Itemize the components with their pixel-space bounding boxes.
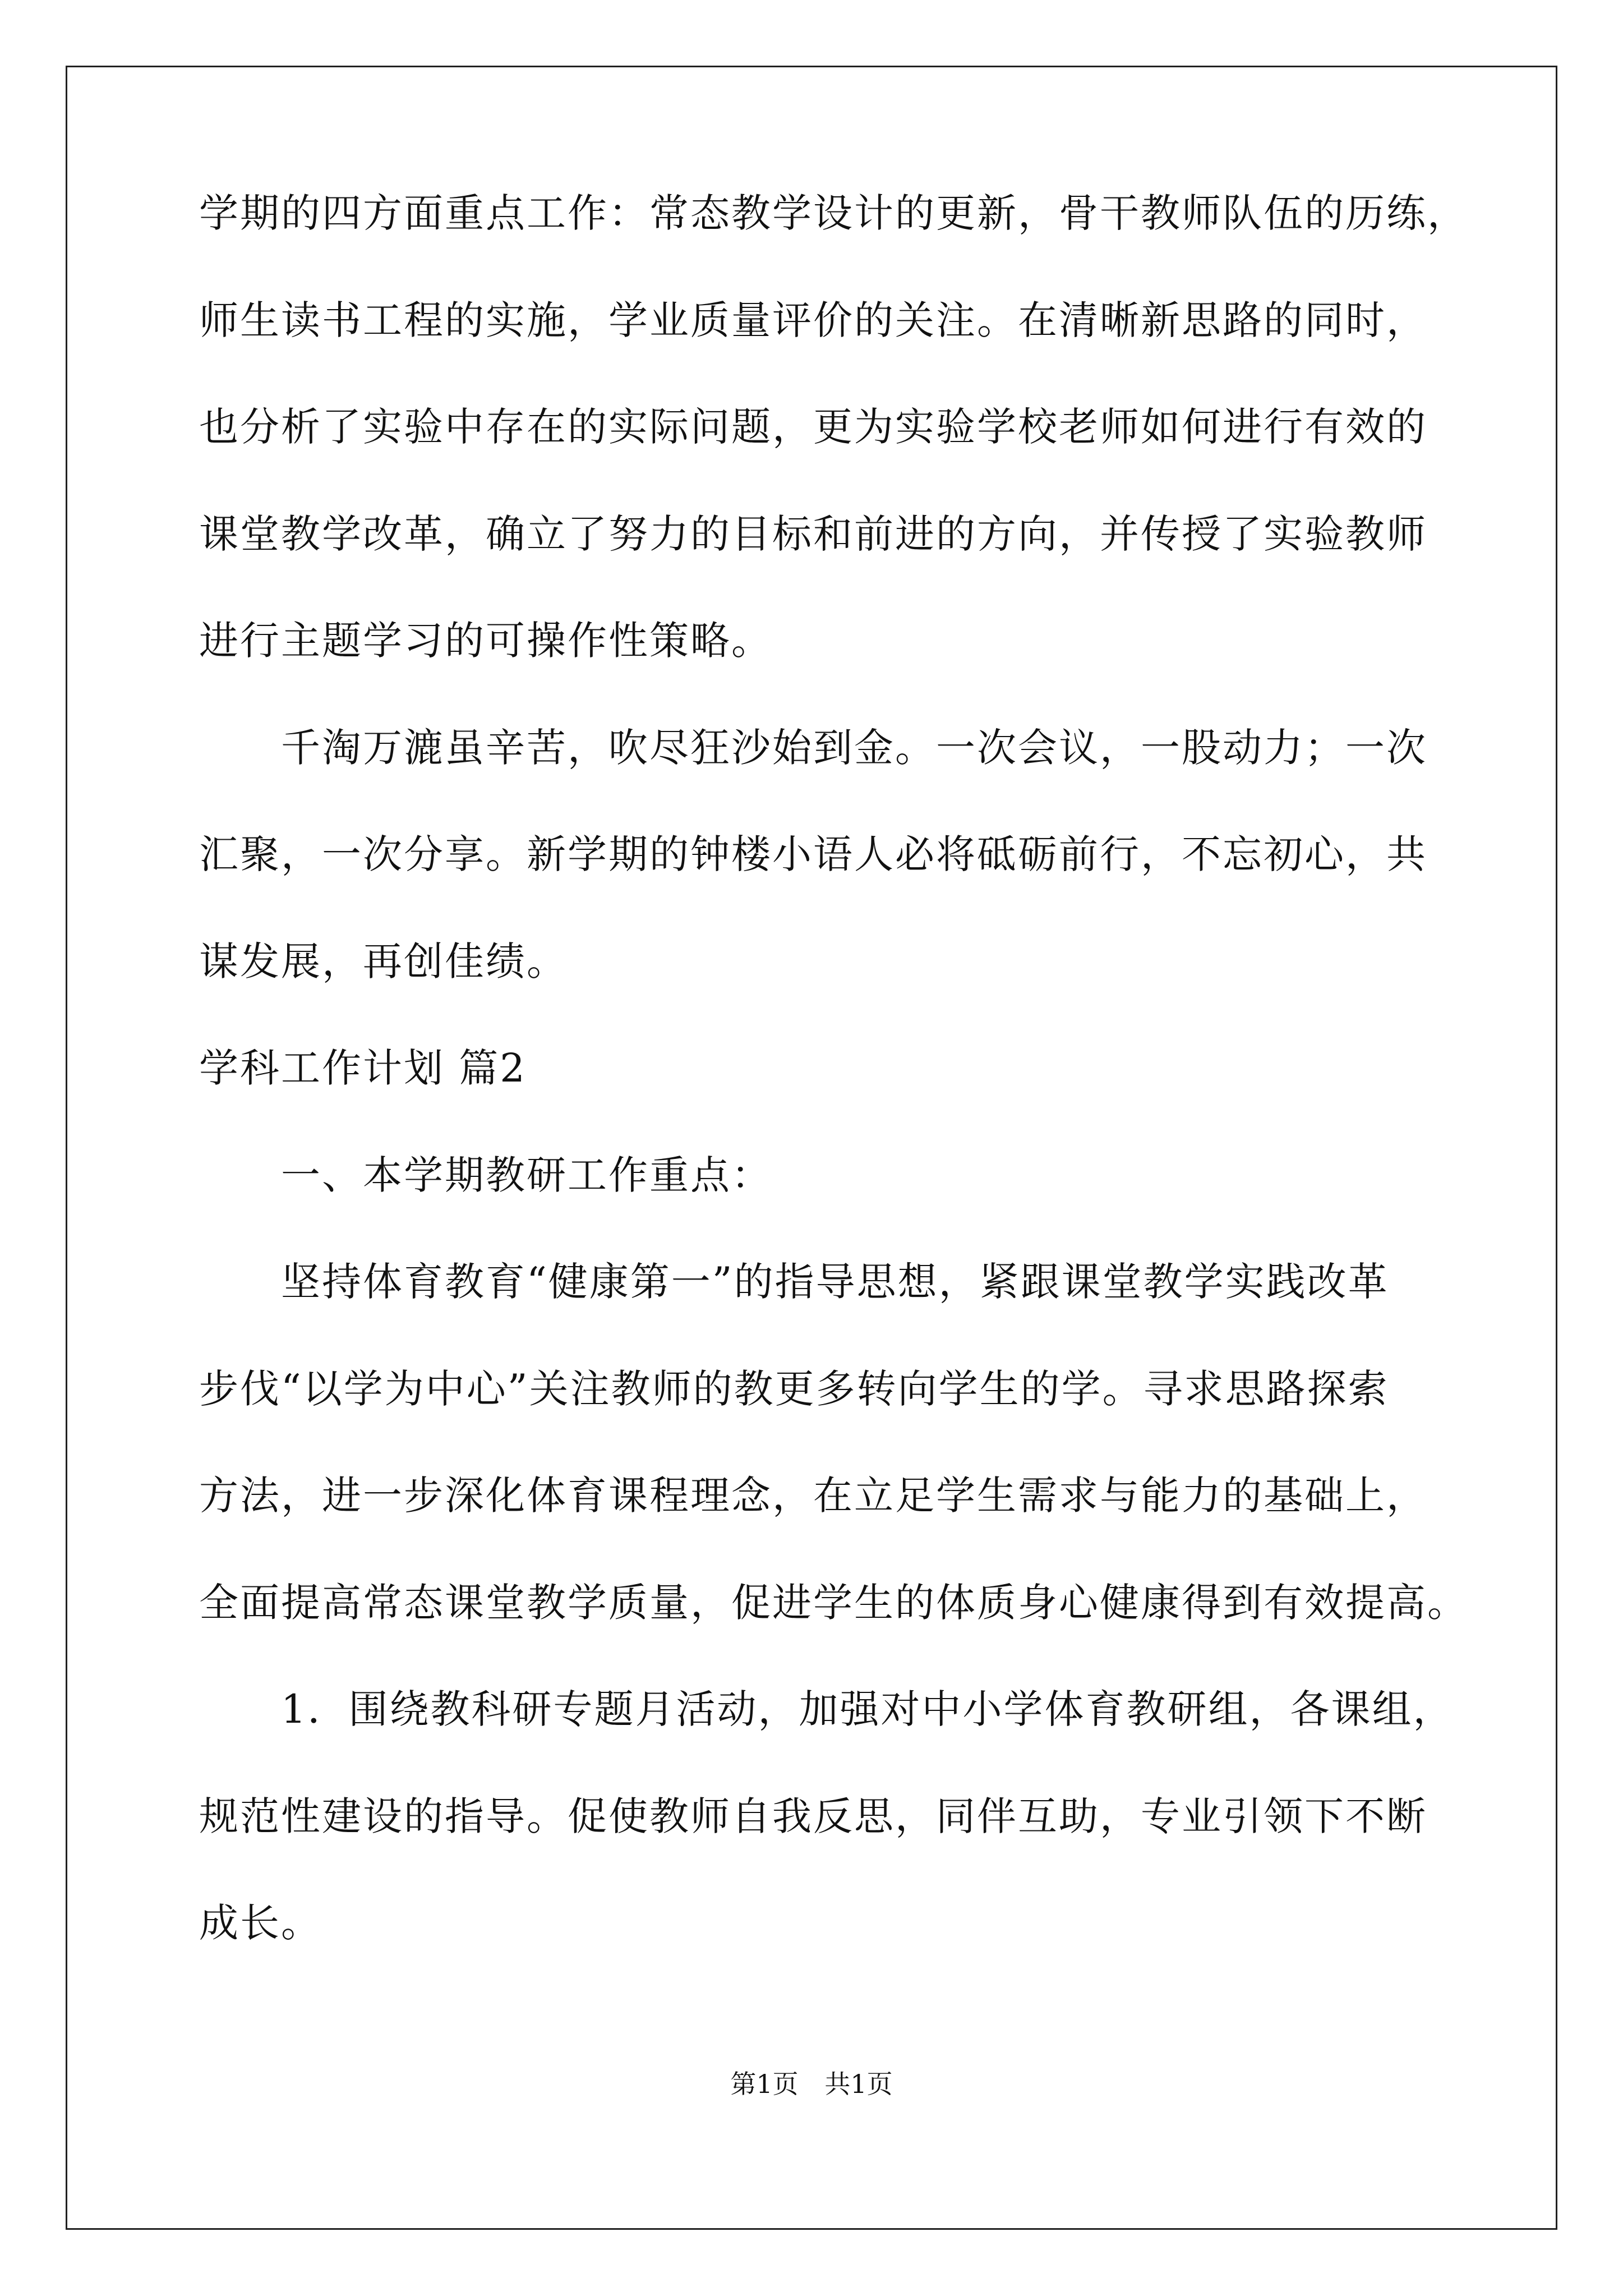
text-line: 全面提高常态课堂教学质量，促进学生的体质身心健康得到有效提高。 bbox=[199, 1579, 1468, 1626]
text-line: 课堂教学改革，确立了努力的目标和前进的方向，并传授了实验教师 bbox=[199, 510, 1427, 557]
text-line: 方法，进一步深化体育课程理念，在立足学生需求与能力的基础上， bbox=[199, 1473, 1427, 1519]
text-line: 学期的四方面重点工作：常态教学设计的更新，骨干教师队伍的历练， bbox=[199, 190, 1468, 236]
text-line: 也分析了实验中存在的实际问题，更为实验学校老师如何进行有效的 bbox=[199, 404, 1427, 450]
text-line: 师生读书工程的实施，学业质量评价的关注。在清晰新思路的同时， bbox=[199, 297, 1427, 343]
text-line: 谋发展，再创佳绩。 bbox=[199, 938, 568, 984]
text-line: 坚持体育教育“健康第一”的指导思想，紧跟课堂教学实践改革 bbox=[281, 1259, 1389, 1305]
page-number-total: 共1页 bbox=[824, 2069, 893, 2099]
text-line: 千淘万漉虽辛苦，吹尽狂沙始到金。一次会议，一股动力；一次 bbox=[281, 724, 1427, 771]
text-line: 成长。 bbox=[199, 1900, 322, 1946]
page-footer bbox=[0, 2067, 1623, 2101]
text-line: 学科工作计划 篇2 bbox=[199, 1045, 527, 1091]
text-line: 步伐“以学为中心”关注教师的教更多转向学生的学。寻求思路探索 bbox=[199, 1365, 1389, 1412]
text-line: 汇聚，一次分享。新学期的钟楼小语人必将砥砺前行，不忘初心，共 bbox=[199, 831, 1427, 877]
text-line: 一、本学期教研工作重点： bbox=[281, 1152, 772, 1198]
text-line: 1．围绕教科研专题月活动，加强对中小学体育教研组，各课组， bbox=[281, 1686, 1454, 1732]
text-line: 规范性建设的指导。促使教师自我反思，同伴互助，专业引领下不断 bbox=[199, 1793, 1427, 1839]
page-number-current: 第1页 bbox=[730, 2069, 799, 2099]
text-line: 进行主题学习的可操作性策略。 bbox=[199, 618, 772, 664]
